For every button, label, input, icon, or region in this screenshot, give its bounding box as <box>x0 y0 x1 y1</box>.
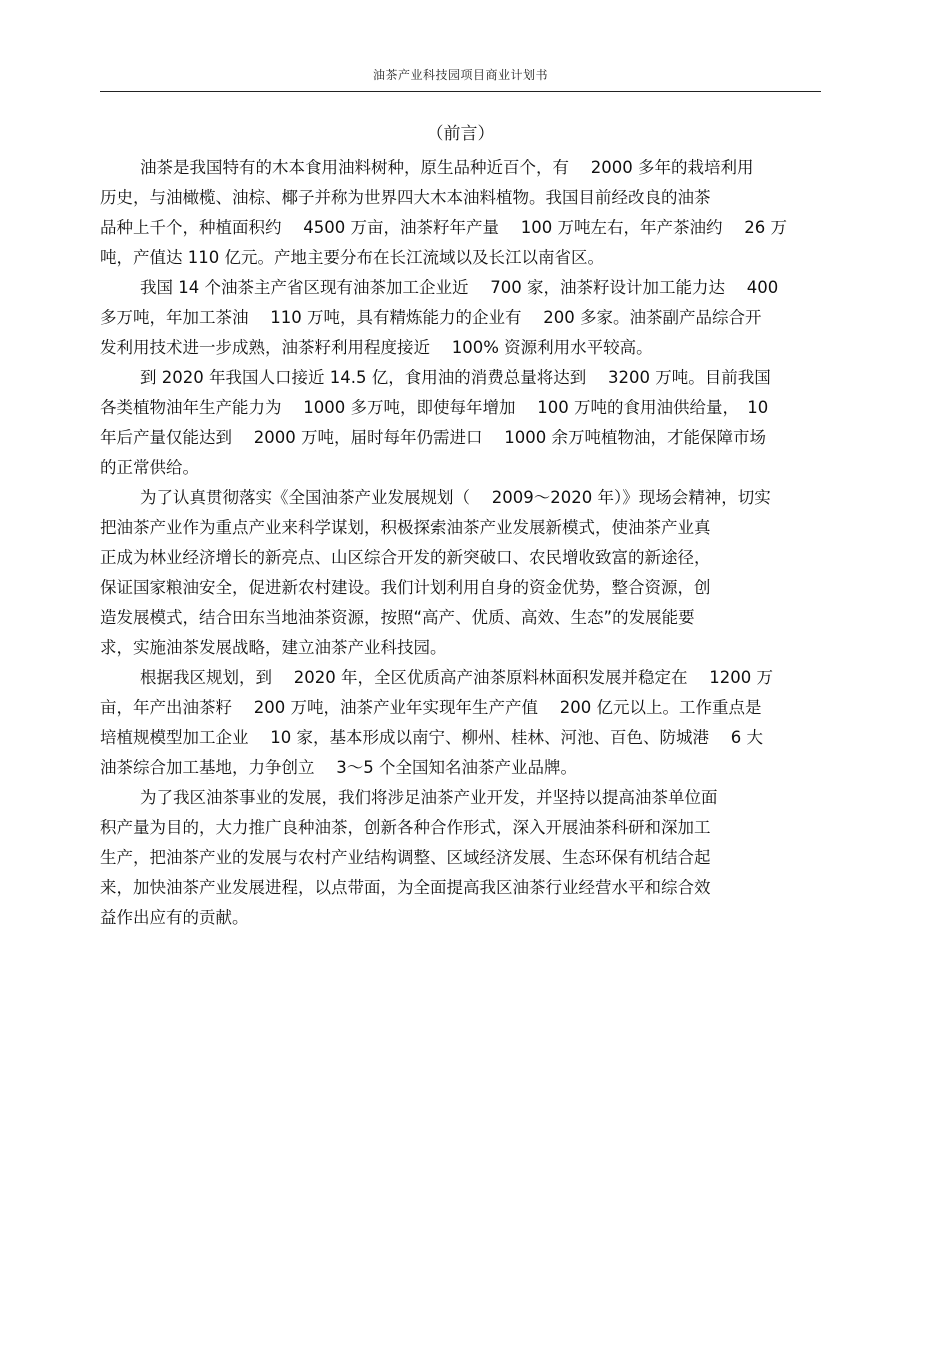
paragraph-line: 保证国家粮油安全，促进新农村建设。我们计划利用自身的资金优势，整合资源，创 <box>100 578 711 597</box>
header-divider <box>100 91 821 92</box>
paragraph-line: 到 2020 年我国人口接近 14.5 亿，食用油的消费总量将达到 3200 万吨。目前我国 <box>140 368 771 387</box>
body-text <box>100 153 821 933</box>
paragraph-line: 油茶是我国特有的木本食用油料树种，原生品种近百个，有 2000 多年的栽培利用 <box>140 158 754 177</box>
running-header: 油茶产业科技园项目商业计划书 <box>372 68 548 82</box>
paragraph-line: 多万吨，年加工茶油 110 万吨，具有精炼能力的企业有 200 多家。油茶副产品综合开 <box>100 308 762 327</box>
paragraph-line: 吨，产值达 110 亿元。产地主要分布在长江流域以及长江以南省区。 <box>100 248 604 267</box>
paragraph-line: 的正常供给。 <box>100 458 199 477</box>
paragraph-line: 培植规模型加工企业 10 家，基本形成以南宁、柳州、桂林、河池、百色、防城港 6 大 <box>100 728 763 747</box>
paragraph-line: 造发展模式，结合田东当地油茶资源，按照“高产、优质、高效、生态”的发展能要 <box>100 608 695 627</box>
paragraph-line: 各类植物油年生产能力为 1000 多万吨，即使每年增加 100 万吨的食用油供给量， 10 <box>100 398 769 417</box>
paragraph-line: 品种上千个，种植面积约 4500 万亩，油茶籽年产量 100 万吨左右，年产茶油约 26 万 <box>100 218 787 237</box>
paragraph-line: 积产量为目的，大力推广良种油茶，创新各种合作形式，深入开展油茶科研和深加工 <box>100 818 711 837</box>
paragraph-line: 正成为林业经济增长的新亮点、山区综合开发的新突破口、农民增收致富的新途径， <box>100 548 711 567</box>
paragraph-line: 我国 14 个油茶主产省区现有油茶加工企业近 700 家，油茶籽设计加工能力达 400 <box>140 278 779 297</box>
paragraph-line: 发利用技术进一步成熟，油茶籽利用程度接近 100% 资源利用水平较高。 <box>100 338 653 357</box>
paragraph-line: 生产，把油茶产业的发展与农村产业结构调整、区域经济发展、生态环保有机结合起 <box>100 848 711 867</box>
paragraph-5 <box>100 663 821 783</box>
paragraph-4 <box>100 483 821 663</box>
paragraph-line: 求，实施油茶发展战略，建立油茶产业科技园。 <box>100 638 447 657</box>
paragraph-line: 为了认真贯彻落实《全国油茶产业发展规划（ 2009～2020 年）》现场会精神，切实 <box>140 488 771 507</box>
paragraph-line: 油茶综合加工基地，力争创立 3～5 个全国知名油茶产业品牌。 <box>100 758 577 777</box>
paragraph-line: 益作出应有的贡献。 <box>100 908 249 927</box>
paragraph-6 <box>100 783 821 933</box>
paragraph-line: 为了我区油茶事业的发展，我们将涉足油茶产业开发，并坚持以提高油茶单位面 <box>140 788 718 807</box>
paragraph-2 <box>100 273 821 363</box>
paragraph-1 <box>100 153 821 273</box>
paragraph-line: 亩，年产出油茶籽 200 万吨，油茶产业年实现年生产产值 200 亿元以上。工作重点是 <box>100 698 762 717</box>
paragraph-line: 历史，与油橄榄、油棕、椰子并称为世界四大木本油料植物。我国目前经改良的油茶 <box>100 188 711 207</box>
paragraph-3 <box>100 363 821 483</box>
section-title: （前言） <box>426 124 495 144</box>
paragraph-line: 来，加快油茶产业发展进程，以点带面，为全面提高我区油茶行业经营水平和综合效 <box>100 878 711 897</box>
paragraph-line: 把油茶产业作为重点产业来科学谋划，积极探索油茶产业发展新模式，使油茶产业真 <box>100 518 711 537</box>
paragraph-line: 年后产量仅能达到 2000 万吨，届时每年仍需进口 1000 余万吨植物油，才能保障市场 <box>100 428 766 447</box>
paragraph-line: 根据我区规划，到 2020 年，全区优质高产油茶原料林面积发展并稳定在 1200 万 <box>140 668 773 687</box>
